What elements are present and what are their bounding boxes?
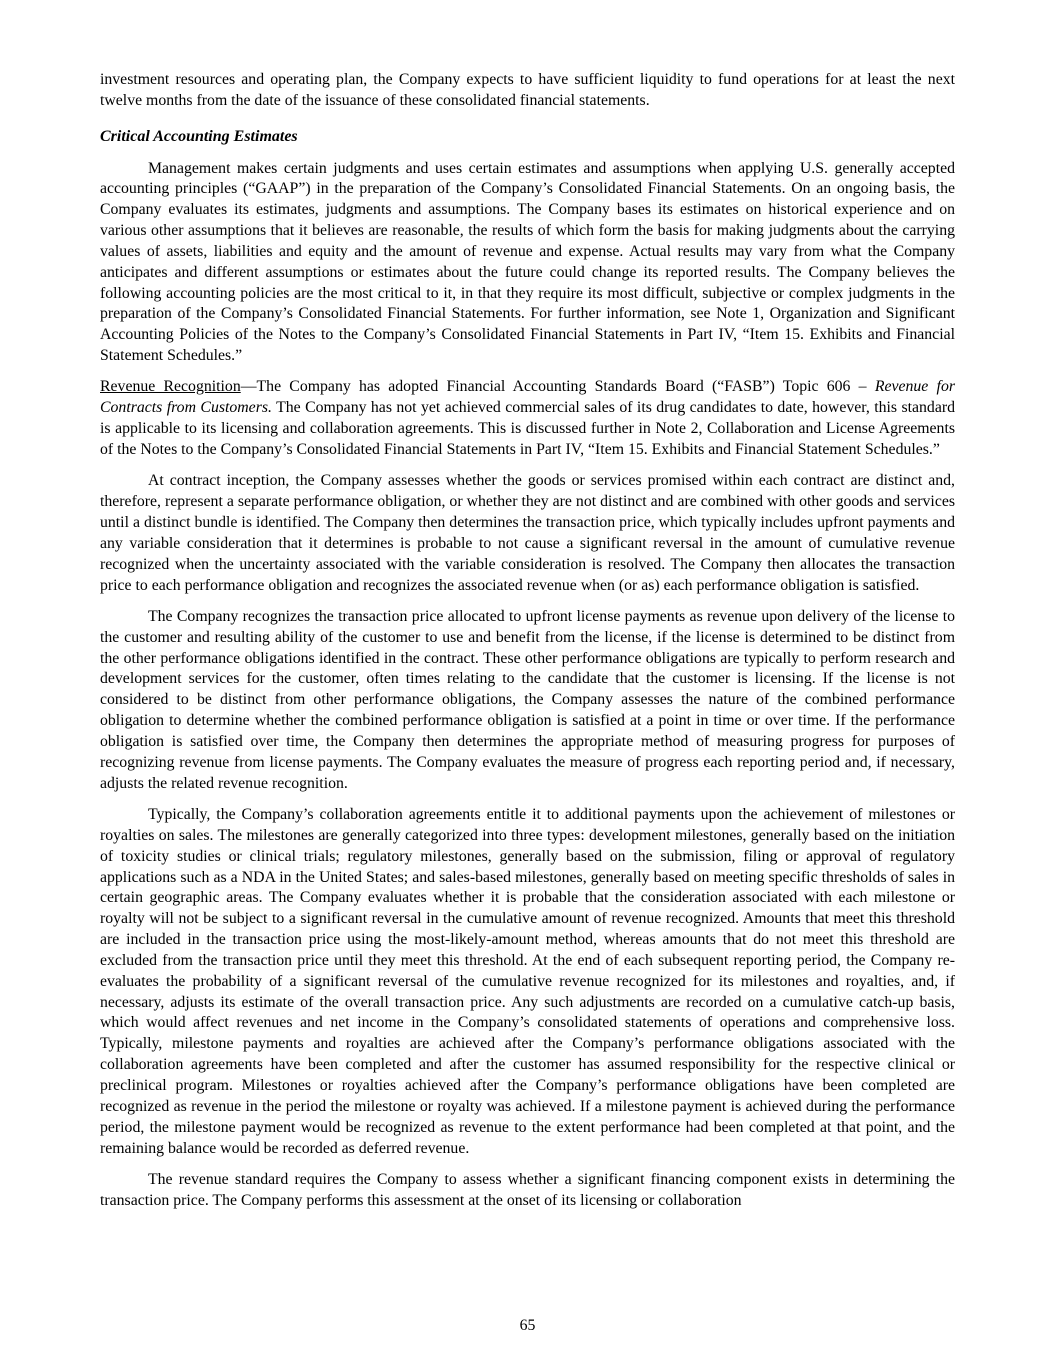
topic-606-title: Revenue for Contracts from Customers. [100,378,955,417]
paragraph-milestones-royalties: Typically, the Company’s collaboration agreements entitle it to additional payments upon the achievement of milestones or royalties on sales. The milestones are generally categorized into three types: development milestones, generally based on the initiation of toxicity studies or clinical trials; regulatory milestones, generally based on the submission, filing or approval of regulatory applications such as a NDA in the United States; and sales-based milestones, generally based on meeting specific thresholds of sales in certain geographic areas. The Company evaluates whether it is probable that the consideration associated with each milestone or royalty will not be subject to a significant reversal in the cumulative amount of revenue recognized. Amounts that meet this threshold are included in the transaction price using the most-likely-amount method, whereas amounts that do not meet this threshold are excluded from the transaction price until they meet this threshold. At the end of each subsequent reporting period, the Company re-evaluates the probability of a significant reversal of the cumulative revenue recognized for its milestones and royalties, and, if necessary, adjusts its estimate of the overall transaction price. Any such adjustments are recorded on a cumulative catch-up basis, which would affect revenues and net income in the Company’s consolidated statements of operations and comprehensive loss. Typically, milestone payments and royalties are achieved after the Company’s performance obligations associated with the collaboration agreements have been completed and after the customer has assumed responsibility for the respective clinical or preclinical program. Milestones or royalties achieved after the Company’s performance obligations have been completed are recognized as revenue in the period the milestone or royalty was achieved. If a milestone payment is achieved during the performance period, the milestone payment would be recognized as revenue to the extent performance had been completed at that point, and the remaining balance would be recorded as deferred revenue. [100,806,955,1157]
paragraph-liquidity-continuation: investment resources and operating plan, the Company expects to have sufficient liquidity to fund operations for at least the next twelve months from the date of the issuance of these consolidated financial statements. [100,71,955,109]
paragraph-upfront-license-payments: The Company recognizes the transaction price allocated to upfront license payments as revenue upon delivery of the license to the customer and resulting ability of the customer to use and benefit from the license, if the license is determined to be distinct from the other performance obligations identified in the contract. These other performance obligations are typically to perform research and development services for the customer, often times relating to the candidate that the customer is licensing. If the license is not considered to be distinct from other performance obligations, the Company assesses the nature of the combined performance obligation to determine whether the combined performance obligation is satisfied at a point in time or over time. If the performance obligation is satisfied over time, the Company then determines the appropriate method of measuring progress for purposes of recognizing revenue from license payments. The Company evaluates the measure of progress each reporting period and, if necessary, adjusts the related revenue recognition. [100,607,955,792]
section-heading-critical-accounting-estimates: Critical Accounting Estimates [100,127,298,145]
paragraph-financing-component: The revenue standard requires the Company to assess whether a significant financing component exists in determining the transaction price. The Company performs this assessment at the onset of its licensing or collaboration [100,1170,955,1209]
page-number: 65 [519,1317,536,1335]
revenue-recognition-term: Revenue Recognition [100,378,241,396]
revenue-recognition-text-1: —The Company has adopted Financial Accounting Standards Board (“FASB”) Topic 606 – [240,378,875,396]
paragraph-management-estimates: Management makes certain judgments and uses certain estimates and assumptions when applying U.S. generally accepted accounting principles (“GAAP”) in the preparation of the Company’s Consolidated Financial Statements. On an ongoing basis, the Company evaluates its estimates, judgments and assumptions. The Company bases its estimates on historical experience and on various other assumptions that it believes are reasonable, the results of which form the basis for making judgments about the carrying values of assets, liabilities and equity and the amount of revenue and expense. Actual results may vary from what the Company anticipates and different assumptions or estimates about the future could change its reported results. The Company believes the following accounting policies are the most critical to it, in that they require its most difficult, subjective or complex judgments in the preparation of the Company’s Consolidated Financial Statements. For further information, see Note 1, Organization and Significant Accounting Policies of the Notes to the Company’s Consolidated Financial Statements in Part IV, “Item 15. Exhibits and Financial Statement Schedules.” [100,159,955,365]
revenue-recognition-text-2: The Company has not yet achieved commercial sales of its drug candidates to date, however, this standard is applicable to its licensing and collaboration agreements. This is discussed further in Note 2, Collaboration and License Agreements of the Notes to the Company’s Consolidated Financial Statements in Part IV, “Item 15. Exhibits and Financial Statement Schedules.” [100,399,955,458]
paragraph-contract-inception: At contract inception, the Company assesses whether the goods or services promised within each contract are distinct and, therefore, represent a separate performance obligation, or whether they are not distinct and are combined with other goods and services until a distinct bundle is identified. The Company then determines the transaction price, which typically includes upfront payments and any variable consideration that it determines is probable to not cause a significant reversal in the amount of cumulative revenue recognized when the uncertainty associated with the variable consideration is resolved. The Company then allocates the transaction price to each performance obligation and recognizes the associated revenue when (or as) each performance obligation is satisfied. [100,472,955,594]
paragraph-revenue-recognition [100,377,955,460]
